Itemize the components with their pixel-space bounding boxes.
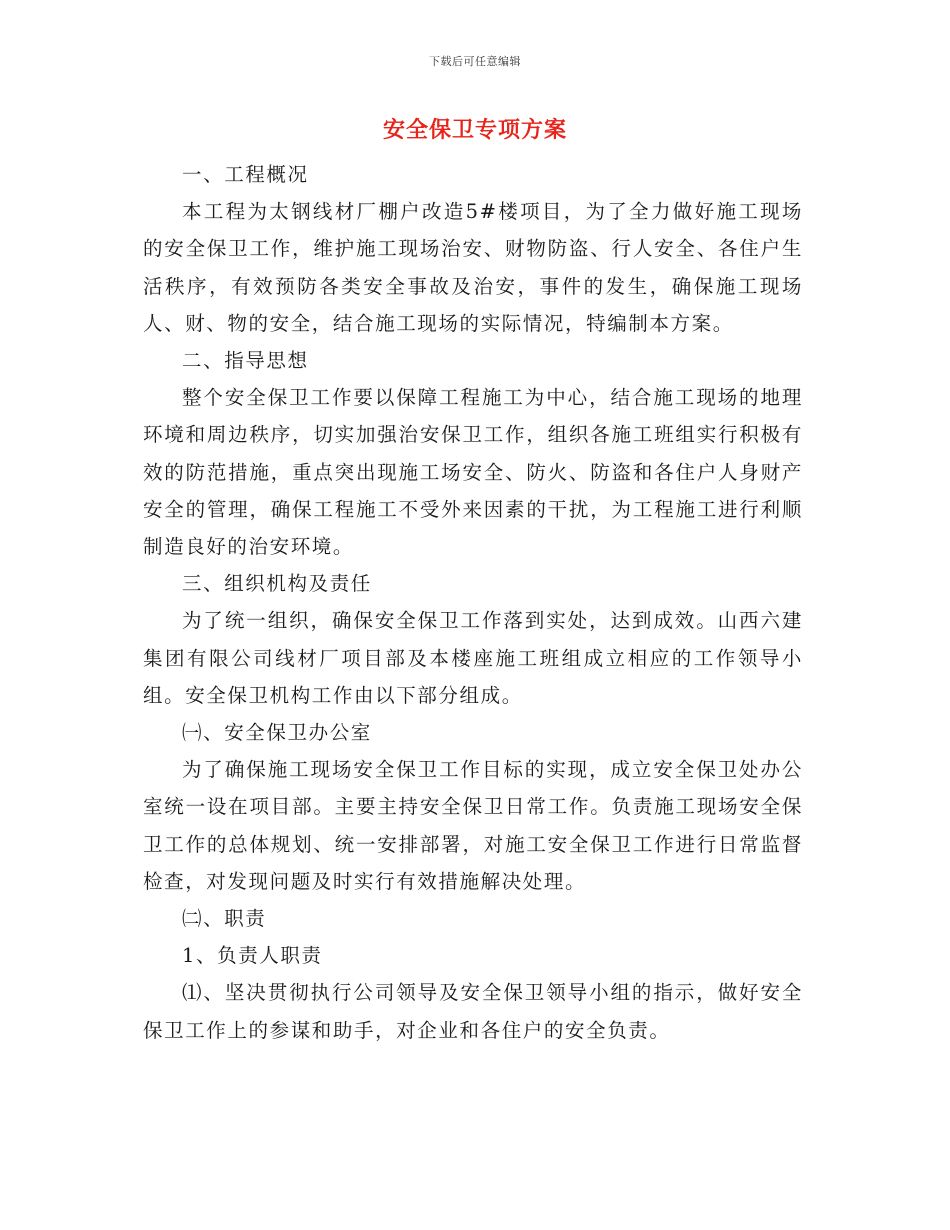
paragraph-guiding-ideology: 整个安全保卫工作要以保障工程施工为中心，结合施工现场的地理环境和周边秩序，切实加强治安保卫工作，组织各施工班组实行积极有效的防范措施，重点突出现施工场安全、防火、防盗和各住户人身财产安全的管理，确保工程施工不受外来因素的干扰，为工程施工进行利顺制造良好的治安环境。: [143, 386, 803, 559]
section-heading-guiding-ideology: 二、指导思想: [182, 349, 309, 373]
paragraph-security-office: 为了确保施工现场安全保卫工作目标的实现，成立安全保卫处办公室统一设在项目部。主要主持安全保卫日常工作。负责施工现场安全保卫工作的总体规划、统一安排部署，对施工安全保卫工作进行日常监督检查，对发现问题及时实行有效措施解决处理。: [143, 758, 803, 893]
document-body: [143, 156, 803, 1049]
document-title: 安全保卫专项方案: [382, 117, 567, 143]
subsection-heading-duties: ㈡、职责: [182, 907, 267, 931]
section-heading-organization: 三、组织机构及责任: [182, 572, 372, 596]
header-note: 下载后可任意编辑: [429, 55, 521, 68]
section-heading-overview: 一、工程概况: [182, 163, 309, 186]
paragraph-organization: 为了统一组织，确保安全保卫工作落到实处，达到成效。山西六建集团有限公司线材厂项目部及本楼座施工班组成立相应的工作领导小组。安全保卫机构工作由以下部分组成。: [143, 609, 803, 707]
paragraph-overview: 本工程为太钢线材厂棚户改造5#楼项目，为了全力做好施工现场的安全保卫工作，维护施工现场治安、财物防盗、行人安全、各住户生活秩序，有效预防各类安全事故及治安，事件的发生，确保施工现场人、财、物的安全，结合施工现场的实际情况，特编制本方案。: [143, 200, 803, 335]
item-heading-leader-duties: 1、负责人职责: [182, 944, 323, 968]
paragraph-leader-duty-1: ⑴、坚决贯彻执行公司领导及安全保卫领导小组的指示，做好安全保卫工作上的参谋和助手，对企业和各住户的安全负责。: [143, 981, 803, 1042]
subsection-heading-security-office: ㈠、安全保卫办公室: [182, 721, 372, 745]
